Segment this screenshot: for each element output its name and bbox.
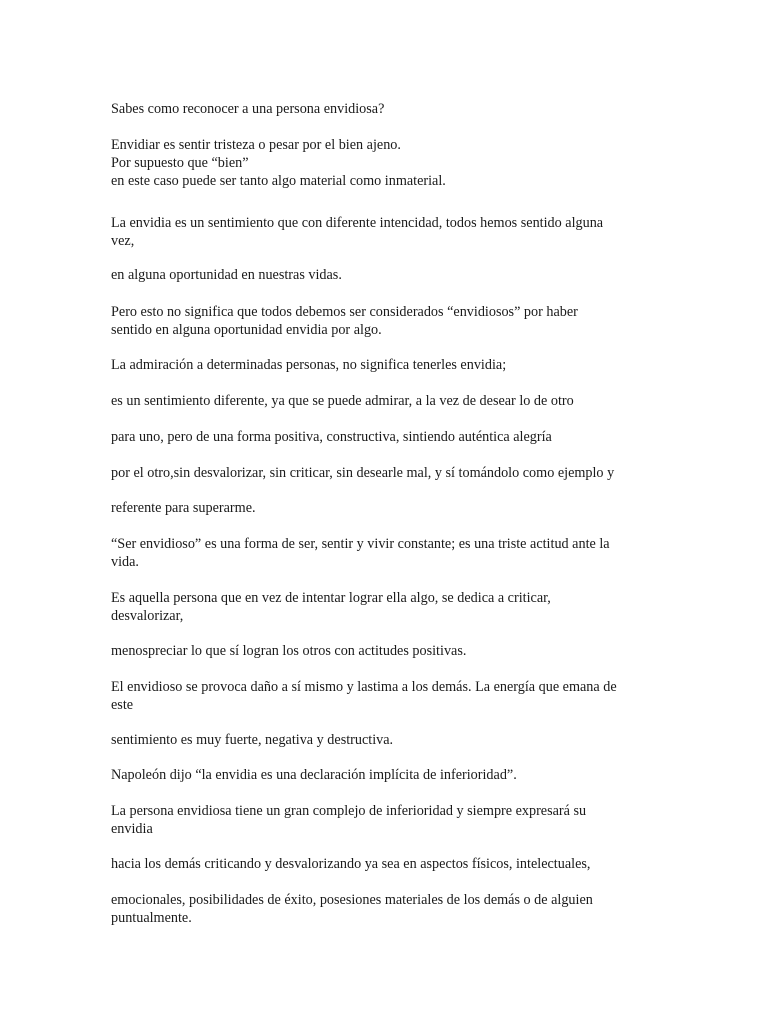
text-line: por el otro,sin desvalorizar, sin criticar, sin desearle mal, y sí tomándolo como ejemplo y: [111, 465, 615, 481]
text-line: para uno, pero de una forma positiva, constructiva, sintiendo auténtica alegría: [111, 429, 552, 445]
text-line: referente para superarme.: [111, 500, 256, 516]
paragraph-15: [111, 731, 671, 749]
paragraph-8: [111, 428, 671, 446]
text-line: Envidiar es sentir tristeza o pesar por el bien ajeno.: [111, 137, 401, 153]
paragraph-12: [111, 589, 671, 625]
paragraph-9: [111, 464, 671, 482]
text-line: este: [111, 697, 134, 713]
paragraph-6: [111, 356, 671, 374]
text-line: Por supuesto que “bien”: [111, 155, 249, 171]
text-line: sentimiento es muy fuerte, negativa y destructiva.: [111, 732, 394, 748]
text-line: en este caso puede ser tanto algo material como inmaterial.: [111, 173, 446, 189]
paragraph-17: [111, 802, 671, 838]
text-line: desvalorizar,: [111, 608, 184, 624]
paragraph-10: [111, 499, 671, 517]
text-line: Pero esto no significa que todos debemos ser considerados “envidiosos” por haber: [111, 304, 578, 320]
paragraph-19: [111, 891, 671, 927]
paragraph-2: [111, 136, 671, 190]
paragraph-4: [111, 266, 671, 284]
paragraph-18: [111, 855, 671, 873]
paragraph-13: [111, 642, 671, 660]
text-line: El envidioso se provoca daño a sí mismo y lastima a los demás. La energía que emana de: [111, 679, 617, 695]
text-line: La envidia es un sentimiento que con diferente intencidad, todos hemos sentido alguna: [111, 215, 604, 231]
paragraph-14: [111, 678, 671, 714]
text-line: vida.: [111, 554, 139, 570]
text-line: puntualmente.: [111, 910, 192, 926]
text-line: La persona envidiosa tiene un gran complejo de inferioridad y siempre expresará su: [111, 803, 587, 819]
paragraph-16: [111, 766, 671, 784]
text-line: “Ser envidioso” es una forma de ser, sentir y vivir constante; es una triste actitud ante la: [111, 536, 610, 552]
text-line: sentido en alguna oportunidad envidia por algo.: [111, 322, 382, 338]
paragraph-1: [111, 100, 671, 118]
text-line: en alguna oportunidad en nuestras vidas.: [111, 267, 342, 283]
paragraph-11: [111, 535, 671, 571]
text-line: vez,: [111, 233, 135, 249]
text-line: Sabes como reconocer a una persona envidiosa?: [111, 101, 385, 117]
text-line: emocionales, posibilidades de éxito, posesiones materiales de los demás o de alguien: [111, 892, 593, 908]
paragraph-7: [111, 392, 671, 410]
text-line: hacia los demás criticando y desvalorizando ya sea en aspectos físicos, intelectuales,: [111, 856, 591, 872]
text-line: La admiración a determinadas personas, no significa tenerles envidia;: [111, 357, 507, 373]
text-line: menospreciar lo que sí logran los otros con actitudes positivas.: [111, 643, 467, 659]
text-line: es un sentimiento diferente, ya que se puede admirar, a la vez de desear lo de otro: [111, 393, 574, 409]
text-line: envidia: [111, 821, 153, 837]
text-line: Es aquella persona que en vez de intentar lograr ella algo, se dedica a criticar,: [111, 590, 551, 606]
paragraph-3: [111, 214, 671, 250]
paragraph-5: [111, 303, 671, 339]
text-line: Napoleón dijo “la envidia es una declaración implícita de inferioridad”.: [111, 767, 517, 783]
